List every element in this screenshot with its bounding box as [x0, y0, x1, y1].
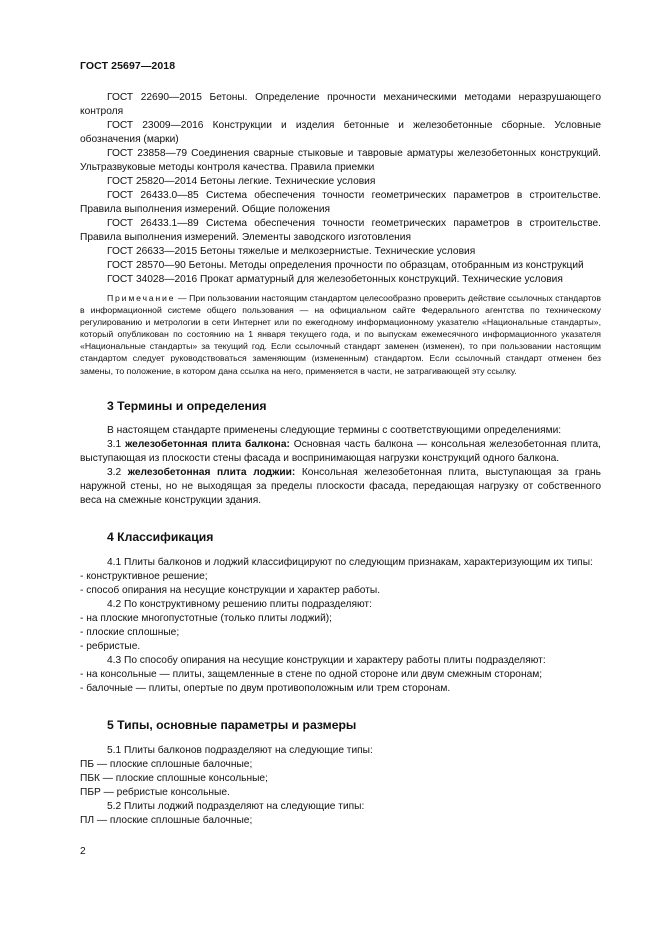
term-definition	[80, 438, 601, 466]
list-item: - на плоские многопустотные (только плиты лоджий);	[80, 612, 333, 624]
section-heading-types: 5 Типы, основные параметры и размеры	[107, 717, 357, 732]
term-definition	[80, 466, 601, 508]
list-item: - ребристые.	[80, 640, 141, 652]
list-item: - балочные — плиты, опертые по двум противоположным или трем сторонам.	[80, 682, 451, 694]
list-item: - конструктивное решение;	[80, 570, 208, 582]
note-label: Примечание	[107, 293, 176, 303]
list-item: ПЛ — плоские сплошные балочные;	[80, 814, 253, 826]
list-item: ПБК — плоские сплошные консольные;	[80, 772, 268, 784]
clause-paragraph: 4.1 Плиты балконов и лоджий классифицируют по следующим признакам, характеризующим их типы:	[107, 556, 593, 568]
list-item: - способ опирания на несущие конструкции и характер работы.	[80, 584, 381, 596]
term-text: Консольная железобетонная плита, выступающая за грань наружной стены, но не выходящая за пределы плоскости фасада, передающая нагрузку от собственного веса на смежные конструкции здания.	[80, 466, 601, 506]
section-heading-classification: 4 Классификация	[107, 529, 214, 544]
term-name: железобетонная плита лоджии:	[127, 466, 296, 478]
reference-item: ГОСТ 26633—2015 Бетоны тяжелые и мелкозернистые. Технические условия	[107, 246, 476, 257]
reference-item: ГОСТ 23858—79 Соединения сварные стыковые и тавровые арматуры железобетонных конструкций. Ультразвуковые методы контроля качества. Правила приемки	[80, 148, 601, 173]
section-heading-terms: 3 Термины и определения	[107, 398, 267, 413]
list-item: ПБР — ребристые консольные.	[80, 786, 230, 798]
term-name: железобетонная плита балкона:	[125, 438, 290, 450]
terms-intro: В настоящем стандарте применены следующие термины с соответствующими определениями:	[107, 424, 562, 436]
reference-item: ГОСТ 23009—2016 Конструкции и изделия бетонные и железобетонные сборные. Условные обозначения (марки)	[80, 120, 601, 145]
page-header: ГОСТ 25697—2018	[80, 60, 176, 72]
list-item: ПБ — плоские сплошные балочные;	[80, 758, 253, 770]
note-paragraph	[80, 292, 601, 377]
reference-item: ГОСТ 25820—2014 Бетоны легкие. Технические условия	[107, 176, 376, 187]
clause-paragraph: 5.2 Плиты лоджий подразделяют на следующие типы:	[107, 800, 365, 812]
term-text: Основная часть балкона — консольная железобетонная плита, выступающая из плоскости стены фасада и воспринимающая нагрузки конструкций одного балкона.	[80, 438, 601, 464]
reference-item: ГОСТ 34028—2016 Прокат арматурный для железобетонных конструкций. Технические условия	[107, 274, 563, 285]
reference-item: ГОСТ 26433.0—85 Система обеспечения точности геометрических параметров в строительстве. Правила выполнения измерений. Общие положения	[80, 190, 601, 215]
list-item: - плоские сплошные;	[80, 626, 180, 638]
document-body	[80, 91, 601, 828]
note-text: — При пользовании настоящим стандартом целесообразно проверить действие ссылочных стандартов в информационной системе общего пользования — на официальном сайте Федерального агентства по техническому регулированию и метрологии в сети Интернет или по ежегодному информационному указателю «Национальные стандарты», который опубликован по состоянию на 1 января текущего года, и по выпускам ежемесячного информационного указателя «Национальные стандарты» за текущий год. Если ссылочный стандарт заменен (изменен), то при пользовании настоящим стандартом следует руководствоваться заменяющим (измененным) стандартом. Если ссылочный стандарт отменен без замены, то положение, в котором дана ссылка на него, применяется в части, не затрагивающей эту ссылку.	[80, 293, 601, 376]
clause-paragraph: 4.2 По конструктивному решению плиты подразделяют:	[107, 598, 372, 610]
term-number: 3.2	[107, 466, 128, 478]
page-number: 2	[80, 846, 86, 857]
clause-paragraph: 5.1 Плиты балконов подразделяют на следующие типы:	[107, 744, 373, 756]
reference-item: ГОСТ 28570—90 Бетоны. Методы определения прочности по образцам, отобранным из конструкций	[107, 260, 584, 271]
clause-paragraph: 4.3 По способу опирания на несущие конструкции и характеру работы плиты подразделяют:	[107, 654, 546, 666]
reference-list	[80, 91, 601, 287]
term-number: 3.1	[107, 438, 126, 450]
reference-item: ГОСТ 26433.1—89 Система обеспечения точности геометрических параметров в строительстве. Правила выполнения измерений. Элементы заводского изготовления	[80, 218, 601, 243]
list-item: - на консольные — плиты, защемленные в стене по одной стороне или двум смежным сторонам;	[80, 668, 543, 680]
reference-item: ГОСТ 22690—2015 Бетоны. Определение прочности механическими методами неразрушающего контроля	[80, 92, 601, 117]
